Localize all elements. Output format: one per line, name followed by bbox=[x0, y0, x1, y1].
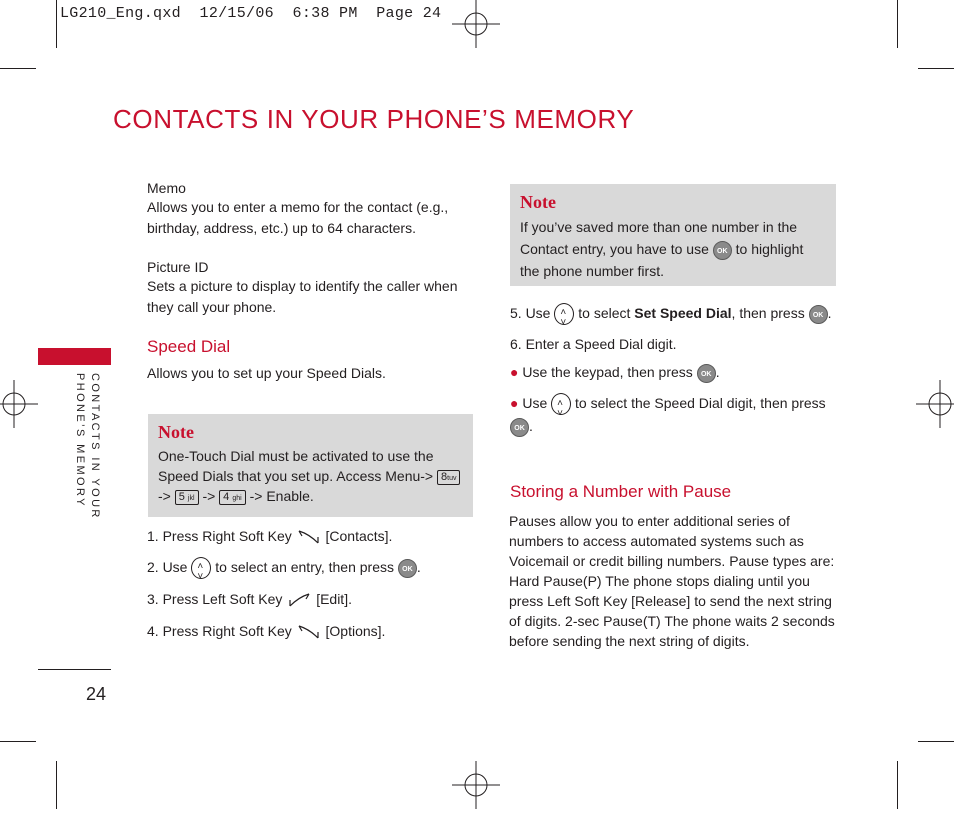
crop-mark bbox=[918, 68, 954, 69]
step-3 bbox=[147, 589, 352, 610]
softkey-label: [Edit] bbox=[316, 591, 349, 607]
side-label-line: CONTACTS IN YOUR bbox=[89, 373, 101, 520]
picture-id-title: Picture ID bbox=[147, 259, 209, 275]
right-soft-key-icon bbox=[296, 528, 322, 546]
ok-key-icon: OK bbox=[697, 364, 716, 383]
section-side-label bbox=[72, 373, 102, 520]
crop-mark bbox=[56, 0, 57, 48]
right-soft-key-icon bbox=[296, 623, 322, 641]
softkey-label: [Contacts] bbox=[325, 528, 389, 544]
note-text bbox=[158, 446, 463, 506]
bullet-text: Use bbox=[522, 395, 548, 411]
key-digit: 4 bbox=[223, 490, 230, 503]
ok-key-icon: OK bbox=[510, 418, 529, 437]
crop-mark bbox=[0, 741, 36, 742]
step-4 bbox=[147, 621, 385, 642]
bullet-text: . bbox=[529, 418, 533, 435]
step-text: 1. Press Right Soft Key bbox=[147, 528, 292, 544]
left-column bbox=[147, 180, 472, 384]
step-text: , then press bbox=[731, 305, 805, 321]
menu-option: Set Speed Dial bbox=[634, 305, 732, 321]
key-letters: ghi bbox=[232, 494, 242, 502]
key-letters: tuv bbox=[447, 474, 457, 482]
note-text-part: If you’ve saved more than one number in the Contact entry, you have to use bbox=[520, 219, 798, 257]
registration-mark-icon bbox=[0, 380, 38, 428]
registration-mark-icon bbox=[452, 0, 500, 48]
bullet-text: to select the Speed Dial digit, then press bbox=[575, 395, 826, 411]
key-5-icon bbox=[175, 490, 199, 505]
page-title: CONTACTS IN YOUR PHONE’S MEMORY bbox=[113, 104, 635, 134]
navigation-key-icon bbox=[551, 393, 571, 415]
step-text: . bbox=[348, 591, 352, 607]
key-8-icon bbox=[437, 470, 460, 485]
step-text: 4. Press Right Soft Key bbox=[147, 623, 292, 639]
pause-text: Pauses allow you to enter additional series of numbers to access automated systems such as Voicemail or credit billing numbers. Pause types are: Hard Pause(P) The phone stops dialing until you press Left Soft Key [Release] to send the next string of digits. 2-sec Pause(T) The phone waits 2 seconds before sending the next string of digits. bbox=[509, 513, 835, 649]
step-text: 2. Use bbox=[147, 559, 188, 575]
crop-mark bbox=[56, 761, 57, 809]
note-arrow: -> bbox=[158, 488, 171, 504]
registration-mark-icon bbox=[452, 761, 500, 809]
step-2 bbox=[147, 557, 421, 579]
navigation-key-icon bbox=[554, 303, 574, 325]
side-label-line: PHONE’S MEMORY bbox=[74, 373, 86, 508]
note-text-part: -> Enable. bbox=[249, 488, 314, 504]
key-digit: 5 bbox=[178, 490, 185, 503]
step-text: 5. Use bbox=[510, 305, 551, 321]
crop-mark bbox=[0, 68, 36, 69]
bullet-item bbox=[510, 362, 720, 383]
ok-key-icon: OK bbox=[713, 241, 732, 260]
softkey-label: [Options] bbox=[325, 623, 382, 639]
ok-key-icon: OK bbox=[398, 559, 417, 578]
step-text: . bbox=[416, 559, 421, 575]
page-number: 24 bbox=[86, 684, 107, 704]
speed-dial-note bbox=[148, 414, 473, 517]
key-4-icon bbox=[219, 490, 246, 505]
step-text: . bbox=[388, 528, 393, 544]
note-title: Note bbox=[158, 422, 194, 442]
printer-slug: LG210_Eng.qxd 12/15/06 6:38 PM Page 24 bbox=[60, 5, 442, 22]
bullet-item bbox=[510, 392, 840, 438]
left-soft-key-icon bbox=[286, 591, 312, 609]
section-tab bbox=[38, 348, 111, 365]
step-1 bbox=[147, 526, 392, 547]
bullet-icon: ● bbox=[510, 364, 519, 380]
key-letters: jkl bbox=[187, 494, 195, 502]
key-digit: 8 bbox=[441, 470, 448, 483]
step-text: . bbox=[381, 623, 386, 639]
note-text-part: One-Touch Dial must be activated to use the Speed Dials that you set up. Access Menu-> bbox=[158, 448, 434, 484]
note-text-part: to highlight the phone number first. bbox=[520, 241, 804, 279]
step-text: to select an entry, then press bbox=[215, 559, 394, 575]
step-6: 6. Enter a Speed Dial digit. bbox=[510, 336, 677, 352]
picture-id-text: Sets a picture to display to identify the caller when they call your phone. bbox=[147, 278, 458, 315]
crop-mark bbox=[918, 741, 954, 742]
divider bbox=[38, 669, 111, 670]
crop-mark bbox=[897, 0, 898, 48]
bullet-text: Use the keypad, then press bbox=[522, 364, 693, 380]
step-text: 3. Press Left Soft Key bbox=[147, 591, 283, 607]
crop-mark bbox=[897, 761, 898, 809]
speed-dial-text: Allows you to set up your Speed Dials. bbox=[147, 365, 386, 381]
navigation-key-icon bbox=[191, 557, 211, 579]
bullet-icon: ● bbox=[510, 395, 519, 411]
step-text: to select bbox=[578, 305, 631, 321]
bullet-text: . bbox=[715, 364, 720, 380]
step-5 bbox=[510, 303, 831, 325]
memo-text: Allows you to enter a memo for the contact (e.g., birthday, address, etc.) up to 64 characters. bbox=[147, 199, 449, 236]
pause-heading: Storing a Number with Pause bbox=[510, 482, 732, 501]
step-text: . bbox=[827, 305, 832, 321]
speed-dial-heading: Speed Dial bbox=[147, 337, 231, 356]
ok-key-icon: OK bbox=[809, 305, 828, 324]
memo-title: Memo bbox=[147, 180, 186, 196]
note-arrow: -> bbox=[202, 488, 216, 504]
registration-mark-icon bbox=[916, 380, 954, 428]
note-text bbox=[520, 216, 826, 282]
highlight-note bbox=[510, 184, 836, 286]
note-title: Note bbox=[520, 192, 556, 212]
